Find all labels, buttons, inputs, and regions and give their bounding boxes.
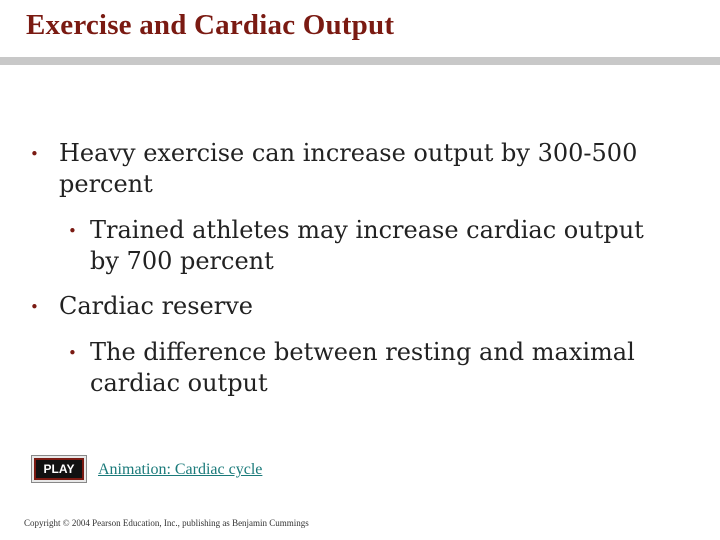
bullet-text-line: percent: [59, 170, 153, 198]
slide-title: Exercise and Cardiac Output: [26, 9, 395, 41]
play-button-label: PLAY: [34, 458, 84, 480]
bullet-text-line: Heavy exercise can increase output by 300-500: [59, 139, 638, 167]
animation-link[interactable]: Animation: Cardiac cycle: [98, 461, 263, 478]
bullet-marker: •: [30, 145, 39, 163]
bullet-trained-athletes: [68, 215, 644, 277]
bullet-marker: •: [68, 222, 77, 240]
play-button[interactable]: [31, 455, 87, 483]
bullet-text-line: by 700 percent: [90, 247, 274, 275]
bullet-difference: [68, 337, 635, 399]
title-divider: [0, 57, 720, 65]
bullet-marker: •: [30, 298, 39, 316]
bullet-text-line: The difference between resting and maximal: [90, 338, 635, 366]
copyright-text: Copyright © 2004 Pearson Education, Inc., publishing as Benjamin Cummings: [24, 518, 309, 528]
bullet-marker: •: [68, 344, 77, 362]
bullet-heavy-exercise: [30, 138, 638, 200]
bullet-cardiac-reserve: [30, 291, 253, 322]
bullet-text-line: Cardiac reserve: [59, 292, 253, 320]
bullet-text-line: cardiac output: [90, 369, 268, 397]
bullet-text-line: Trained athletes may increase cardiac output: [90, 216, 644, 244]
